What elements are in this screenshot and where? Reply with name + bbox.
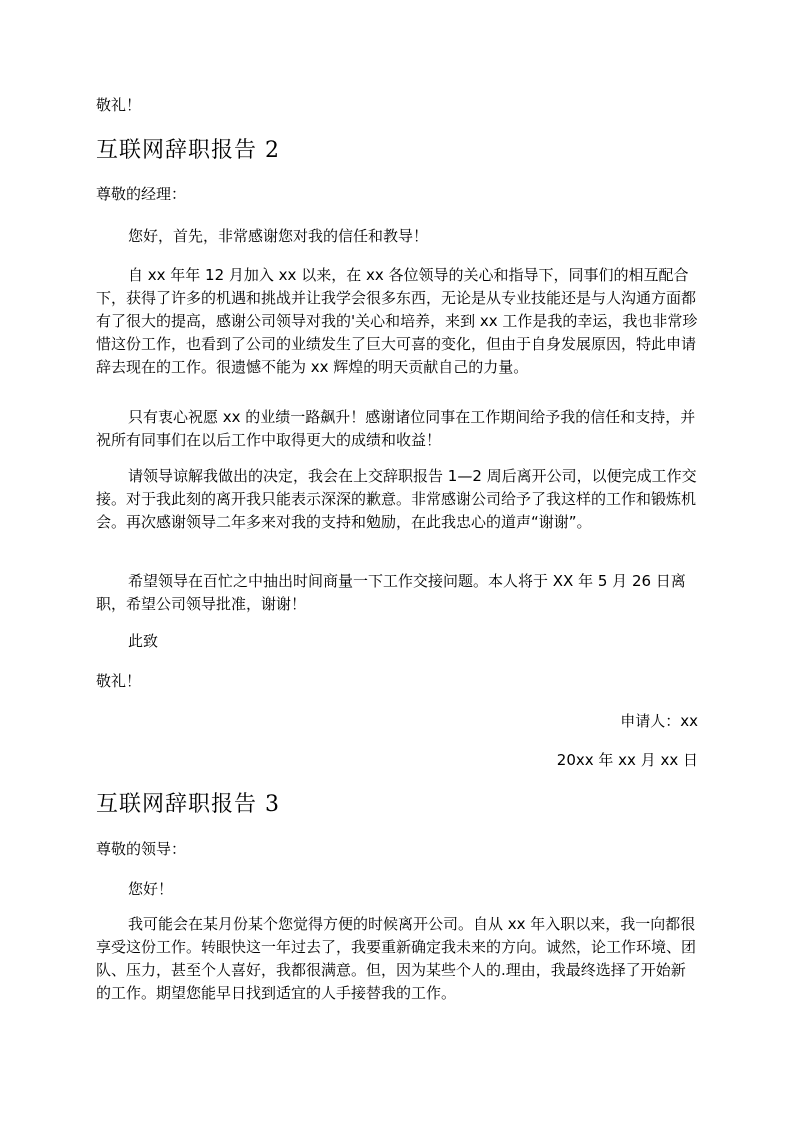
date-line: 20xx 年 xx 月 xx 日	[556, 751, 698, 769]
section-2-title: 互联网辞职报告 2	[96, 138, 280, 163]
section-2-paragraph-3: 只有衷心祝愿 xx 的业绩一路飙升！感谢诸位同事在工作期间给予我的信任和支持，并祝所有同事们在以后工作中取得更大的成绩和收益！	[96, 408, 696, 449]
section-2-paragraph-5: 希望领导在百忙之中抽出时间商量一下工作交接问题。本人将于 XX 年 5 月 26 日离职，希望公司领导批准，谢谢！	[96, 572, 686, 613]
section-2-paragraph-6: 此致	[128, 632, 159, 650]
section-2-paragraph-2: 自 xx 年年 12 月加入 xx 以来，在 xx 各位领导的关心和指导下，同事们的相互配合下，获得了许多的机遇和挑战并让我学会很多东西，无论是从专业技能还是与人沟通方面都有了很大的提高，感谢公司领导对我的'关心和培养，来到 xx 工作是我的幸运，我也非常珍惜这份工作，也看到了公司的业绩发生了巨大可喜的变化，但由于自身发展原因，特此申请辞去现在的工作。很遗憾不能为 xx 辉煌的明天贡献自己的力量。	[96, 266, 698, 376]
section-3-title: 互联网辞职报告 3	[96, 792, 280, 817]
section-2-paragraph-4: 请领导谅解我做出的决定，我会在上交辞职报告 1—2 周后离开公司，以便完成工作交接。对于我此刻的离开我只能表示深深的歉意。非常感谢公司给予了我这样的工作和锻炼机会。再次感谢领导二年多来对我的支持和勉励，在此我忠心的道声“谢谢”。	[96, 467, 697, 531]
section-2-closing: 敬礼！	[96, 672, 142, 690]
section-3-salutation: 尊敬的领导：	[96, 840, 187, 858]
section-3-paragraph-2: 我可能会在某月份某个您觉得方便的时候离开公司。自从 xx 年入职以来，我一向都很享受这份工作。转眼快这一年过去了，我要重新确定我未来的方向。诚然，论工作环境、团队、压力，甚至个人喜好，我都很满意。但，因为某些个人的.理由，我最终选择了开始新的工作。期望您能早日找到适宜的人手接替我的工作。	[96, 915, 697, 1002]
applicant-signature: 申请人：xx	[620, 712, 698, 730]
closing-text: 敬礼！	[96, 96, 142, 114]
section-3-paragraph-1: 您好！	[128, 880, 174, 898]
section-2-paragraph-1: 您好，首先，非常感谢您对我的信任和教导！	[128, 227, 429, 245]
section-2-salutation: 尊敬的经理：	[96, 185, 187, 203]
